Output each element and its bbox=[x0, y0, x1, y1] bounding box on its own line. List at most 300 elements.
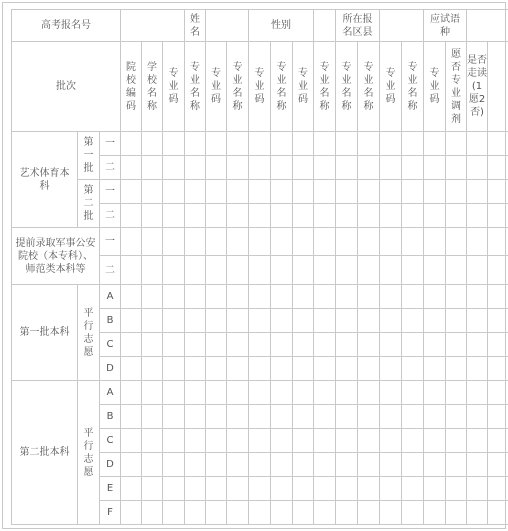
form-cell[interactable] bbox=[206, 429, 227, 453]
form-cell[interactable] bbox=[336, 204, 358, 228]
form-cell[interactable] bbox=[488, 429, 508, 453]
form-cell[interactable] bbox=[402, 228, 424, 256]
form-cell[interactable] bbox=[446, 333, 467, 357]
form-cell[interactable] bbox=[227, 156, 249, 180]
form-cell[interactable] bbox=[249, 180, 271, 204]
form-cell[interactable] bbox=[467, 256, 488, 285]
form-cell[interactable] bbox=[446, 180, 467, 204]
form-cell[interactable] bbox=[293, 357, 314, 381]
form-cell[interactable] bbox=[446, 357, 467, 381]
form-cell[interactable] bbox=[424, 132, 446, 156]
form-cell[interactable] bbox=[446, 453, 467, 477]
form-cell[interactable] bbox=[358, 453, 380, 477]
col-major-name: 专业名称 bbox=[227, 42, 249, 132]
form-cell[interactable] bbox=[314, 228, 336, 256]
form-cell[interactable] bbox=[467, 180, 488, 204]
form-cell[interactable] bbox=[271, 285, 293, 309]
form-cell[interactable] bbox=[402, 357, 424, 381]
form-cell[interactable] bbox=[488, 256, 508, 285]
form-cell[interactable] bbox=[488, 204, 508, 228]
form-cell[interactable] bbox=[227, 453, 249, 477]
form-cell[interactable] bbox=[314, 180, 336, 204]
form-cell[interactable] bbox=[271, 333, 293, 357]
form-cell[interactable] bbox=[185, 156, 206, 180]
batch-label: 批次 bbox=[12, 42, 121, 132]
form-cell[interactable] bbox=[380, 381, 402, 405]
form-cell[interactable] bbox=[142, 357, 163, 381]
form-cell[interactable] bbox=[314, 256, 336, 285]
form-cell[interactable] bbox=[336, 333, 358, 357]
form-cell[interactable] bbox=[402, 405, 424, 429]
form-cell[interactable] bbox=[488, 453, 508, 477]
form-cell[interactable] bbox=[380, 477, 402, 501]
county-field[interactable] bbox=[380, 10, 424, 42]
form-cell[interactable] bbox=[446, 405, 467, 429]
form-cell[interactable] bbox=[227, 204, 249, 228]
form-cell[interactable] bbox=[402, 381, 424, 405]
form-cell[interactable] bbox=[380, 228, 402, 256]
form-cell[interactable] bbox=[249, 453, 271, 477]
form-cell[interactable] bbox=[206, 180, 227, 204]
form-cell[interactable] bbox=[488, 132, 508, 156]
form-cell[interactable] bbox=[121, 357, 142, 381]
form-cell[interactable] bbox=[336, 357, 358, 381]
form-cell[interactable] bbox=[163, 453, 185, 477]
exam-no-field[interactable] bbox=[121, 10, 185, 42]
form-cell[interactable] bbox=[293, 453, 314, 477]
form-cell[interactable] bbox=[206, 256, 227, 285]
form-cell[interactable] bbox=[336, 309, 358, 333]
form-cell[interactable] bbox=[380, 285, 402, 309]
form-cell[interactable] bbox=[467, 333, 488, 357]
form-cell[interactable] bbox=[271, 357, 293, 381]
form-cell[interactable] bbox=[163, 132, 185, 156]
row-batch1-label: 第一批本科 bbox=[12, 285, 78, 381]
form-cell[interactable] bbox=[424, 156, 446, 180]
form-cell[interactable] bbox=[314, 405, 336, 429]
form-cell[interactable] bbox=[271, 156, 293, 180]
form-cell[interactable] bbox=[446, 204, 467, 228]
form-cell[interactable] bbox=[293, 405, 314, 429]
form-cell[interactable] bbox=[142, 501, 163, 525]
form-cell[interactable] bbox=[380, 429, 402, 453]
form-cell[interactable] bbox=[293, 309, 314, 333]
form-cell[interactable] bbox=[271, 180, 293, 204]
form-cell[interactable] bbox=[488, 285, 508, 309]
form-cell[interactable] bbox=[424, 256, 446, 285]
form-cell[interactable] bbox=[227, 285, 249, 309]
form-cell[interactable] bbox=[424, 333, 446, 357]
form-cell[interactable] bbox=[163, 256, 185, 285]
form-cell[interactable] bbox=[380, 405, 402, 429]
form-cell[interactable] bbox=[121, 405, 142, 429]
form-cell[interactable] bbox=[488, 381, 508, 405]
form-cell[interactable] bbox=[467, 501, 488, 525]
form-cell[interactable] bbox=[467, 453, 488, 477]
form-cell[interactable] bbox=[249, 357, 271, 381]
form-cell[interactable] bbox=[293, 256, 314, 285]
form-cell[interactable] bbox=[142, 228, 163, 256]
form-cell[interactable] bbox=[185, 333, 206, 357]
form-cell[interactable] bbox=[314, 429, 336, 453]
form-cell[interactable] bbox=[358, 156, 380, 180]
form-cell[interactable] bbox=[358, 204, 380, 228]
form-cell[interactable] bbox=[142, 477, 163, 501]
form-cell[interactable] bbox=[227, 309, 249, 333]
form-cell[interactable] bbox=[206, 285, 227, 309]
form-cell[interactable] bbox=[293, 429, 314, 453]
form-cell[interactable] bbox=[271, 132, 293, 156]
form-cell[interactable] bbox=[358, 180, 380, 204]
form-cell[interactable] bbox=[185, 429, 206, 453]
form-cell[interactable] bbox=[142, 429, 163, 453]
form-cell[interactable] bbox=[249, 405, 271, 429]
form-cell[interactable] bbox=[293, 156, 314, 180]
form-cell[interactable] bbox=[402, 285, 424, 309]
form-cell[interactable] bbox=[314, 357, 336, 381]
form-cell[interactable] bbox=[142, 132, 163, 156]
form-cell[interactable] bbox=[424, 429, 446, 453]
form-cell[interactable] bbox=[380, 156, 402, 180]
form-cell[interactable] bbox=[185, 180, 206, 204]
form-cell[interactable] bbox=[293, 204, 314, 228]
form-cell[interactable] bbox=[380, 333, 402, 357]
form-cell[interactable] bbox=[206, 132, 227, 156]
form-cell[interactable] bbox=[206, 309, 227, 333]
form-cell[interactable] bbox=[380, 357, 402, 381]
form-cell[interactable] bbox=[293, 180, 314, 204]
form-cell[interactable] bbox=[121, 333, 142, 357]
form-cell[interactable] bbox=[488, 501, 508, 525]
form-cell[interactable] bbox=[293, 477, 314, 501]
form-cell[interactable] bbox=[446, 429, 467, 453]
form-cell[interactable] bbox=[358, 477, 380, 501]
form-cell[interactable] bbox=[206, 477, 227, 501]
form-cell[interactable] bbox=[402, 180, 424, 204]
form-cell[interactable] bbox=[424, 477, 446, 501]
form-cell[interactable] bbox=[467, 228, 488, 256]
form-cell[interactable] bbox=[227, 333, 249, 357]
form-cell[interactable] bbox=[142, 256, 163, 285]
form-cell[interactable] bbox=[358, 132, 380, 156]
form-cell[interactable] bbox=[336, 477, 358, 501]
form-cell[interactable] bbox=[336, 180, 358, 204]
form-cell[interactable] bbox=[424, 501, 446, 525]
form-cell[interactable] bbox=[402, 333, 424, 357]
form-cell[interactable] bbox=[314, 309, 336, 333]
form-cell[interactable] bbox=[163, 180, 185, 204]
form-cell[interactable] bbox=[206, 333, 227, 357]
form-cell[interactable] bbox=[121, 156, 142, 180]
form-cell[interactable] bbox=[380, 256, 402, 285]
form-cell[interactable] bbox=[227, 405, 249, 429]
form-cell[interactable] bbox=[336, 429, 358, 453]
form-cell[interactable] bbox=[249, 132, 271, 156]
choice-letter: C bbox=[100, 333, 121, 357]
form-cell[interactable] bbox=[402, 132, 424, 156]
form-cell[interactable] bbox=[446, 477, 467, 501]
form-cell[interactable] bbox=[314, 204, 336, 228]
form-cell[interactable] bbox=[424, 453, 446, 477]
form-cell[interactable] bbox=[402, 204, 424, 228]
form-cell[interactable] bbox=[206, 357, 227, 381]
form-cell[interactable] bbox=[206, 156, 227, 180]
form-cell[interactable] bbox=[380, 204, 402, 228]
form-cell[interactable] bbox=[249, 204, 271, 228]
form-cell[interactable] bbox=[446, 501, 467, 525]
col-major-name: 专业名称 bbox=[358, 42, 380, 132]
form-cell[interactable] bbox=[185, 228, 206, 256]
form-cell[interactable] bbox=[142, 381, 163, 405]
form-cell[interactable] bbox=[446, 309, 467, 333]
form-cell[interactable] bbox=[467, 477, 488, 501]
form-cell[interactable] bbox=[424, 180, 446, 204]
form-cell[interactable] bbox=[142, 405, 163, 429]
form-cell[interactable] bbox=[402, 256, 424, 285]
form-cell[interactable] bbox=[380, 501, 402, 525]
form-cell[interactable] bbox=[185, 381, 206, 405]
form-cell[interactable] bbox=[271, 256, 293, 285]
form-cell[interactable] bbox=[121, 285, 142, 309]
form-cell[interactable] bbox=[293, 501, 314, 525]
form-cell[interactable] bbox=[185, 309, 206, 333]
form-cell[interactable] bbox=[488, 405, 508, 429]
form-cell[interactable] bbox=[185, 285, 206, 309]
form-cell[interactable] bbox=[227, 381, 249, 405]
form-cell[interactable] bbox=[121, 180, 142, 204]
form-cell[interactable] bbox=[314, 285, 336, 309]
form-cell[interactable] bbox=[121, 453, 142, 477]
form-cell[interactable] bbox=[142, 285, 163, 309]
form-cell[interactable] bbox=[271, 501, 293, 525]
form-cell[interactable] bbox=[358, 429, 380, 453]
batch2-parallel: 平行志愿 bbox=[78, 381, 100, 525]
form-cell[interactable] bbox=[142, 309, 163, 333]
form-cell[interactable] bbox=[402, 429, 424, 453]
form-cell[interactable] bbox=[185, 501, 206, 525]
form-cell[interactable] bbox=[314, 333, 336, 357]
form-cell[interactable] bbox=[227, 180, 249, 204]
form-cell[interactable] bbox=[163, 357, 185, 381]
form-cell[interactable] bbox=[206, 204, 227, 228]
form-cell[interactable] bbox=[163, 204, 185, 228]
form-cell[interactable] bbox=[467, 156, 488, 180]
form-cell[interactable] bbox=[206, 228, 227, 256]
form-cell[interactable] bbox=[163, 429, 185, 453]
lang-field[interactable] bbox=[467, 10, 508, 42]
form-cell[interactable] bbox=[467, 132, 488, 156]
form-cell[interactable] bbox=[271, 429, 293, 453]
form-cell[interactable] bbox=[163, 405, 185, 429]
form-cell[interactable] bbox=[271, 228, 293, 256]
form-cell[interactable] bbox=[142, 204, 163, 228]
form-cell[interactable] bbox=[424, 405, 446, 429]
form-cell[interactable] bbox=[227, 256, 249, 285]
form-cell[interactable] bbox=[185, 204, 206, 228]
form-cell[interactable] bbox=[185, 477, 206, 501]
form-cell[interactable] bbox=[424, 357, 446, 381]
form-cell[interactable] bbox=[227, 477, 249, 501]
form-cell[interactable] bbox=[271, 204, 293, 228]
form-cell[interactable] bbox=[163, 501, 185, 525]
form-cell[interactable] bbox=[336, 132, 358, 156]
form-cell[interactable] bbox=[185, 453, 206, 477]
form-cell[interactable] bbox=[142, 453, 163, 477]
form-cell[interactable] bbox=[358, 333, 380, 357]
form-cell[interactable] bbox=[227, 357, 249, 381]
form-cell[interactable] bbox=[336, 381, 358, 405]
form-cell[interactable] bbox=[163, 381, 185, 405]
form-cell[interactable] bbox=[314, 156, 336, 180]
form-cell[interactable] bbox=[227, 132, 249, 156]
form-cell[interactable] bbox=[402, 156, 424, 180]
form-cell[interactable] bbox=[488, 333, 508, 357]
form-cell[interactable] bbox=[402, 501, 424, 525]
form-cell[interactable] bbox=[314, 132, 336, 156]
form-cell[interactable] bbox=[206, 501, 227, 525]
form-cell[interactable] bbox=[249, 333, 271, 357]
form-cell[interactable] bbox=[249, 381, 271, 405]
form-cell[interactable] bbox=[185, 357, 206, 381]
gender-field[interactable] bbox=[314, 10, 336, 42]
form-cell[interactable] bbox=[446, 256, 467, 285]
form-cell[interactable] bbox=[121, 204, 142, 228]
form-cell[interactable] bbox=[185, 405, 206, 429]
form-cell[interactable] bbox=[227, 228, 249, 256]
form-cell[interactable] bbox=[227, 501, 249, 525]
form-cell[interactable] bbox=[142, 180, 163, 204]
choice-letter: A bbox=[100, 285, 121, 309]
form-cell[interactable] bbox=[467, 285, 488, 309]
form-cell[interactable] bbox=[249, 228, 271, 256]
form-cell[interactable] bbox=[336, 405, 358, 429]
form-cell[interactable] bbox=[185, 132, 206, 156]
form-cell[interactable] bbox=[163, 333, 185, 357]
form-cell[interactable] bbox=[467, 405, 488, 429]
form-cell[interactable] bbox=[358, 256, 380, 285]
form-cell[interactable] bbox=[336, 156, 358, 180]
form-cell[interactable] bbox=[402, 309, 424, 333]
form-cell[interactable] bbox=[271, 453, 293, 477]
form-cell[interactable] bbox=[121, 256, 142, 285]
form-cell[interactable] bbox=[249, 256, 271, 285]
form-cell[interactable] bbox=[488, 228, 508, 256]
form-cell[interactable] bbox=[424, 285, 446, 309]
form-cell[interactable] bbox=[488, 357, 508, 381]
form-cell[interactable] bbox=[380, 180, 402, 204]
form-cell[interactable] bbox=[446, 132, 467, 156]
form-cell[interactable] bbox=[424, 309, 446, 333]
form-cell[interactable] bbox=[163, 228, 185, 256]
form-cell[interactable] bbox=[446, 156, 467, 180]
form-cell[interactable] bbox=[314, 381, 336, 405]
form-cell[interactable] bbox=[163, 285, 185, 309]
form-cell[interactable] bbox=[293, 228, 314, 256]
form-cell[interactable] bbox=[336, 228, 358, 256]
form-cell[interactable] bbox=[446, 228, 467, 256]
form-cell[interactable] bbox=[121, 477, 142, 501]
form-cell[interactable] bbox=[271, 381, 293, 405]
form-cell[interactable] bbox=[380, 309, 402, 333]
form-cell[interactable] bbox=[488, 309, 508, 333]
form-cell[interactable] bbox=[336, 453, 358, 477]
form-cell[interactable] bbox=[488, 156, 508, 180]
form-cell[interactable] bbox=[358, 309, 380, 333]
form-cell[interactable] bbox=[293, 333, 314, 357]
form-cell[interactable] bbox=[380, 453, 402, 477]
form-cell[interactable] bbox=[293, 285, 314, 309]
form-cell[interactable] bbox=[380, 132, 402, 156]
form-cell[interactable] bbox=[358, 381, 380, 405]
form-cell[interactable] bbox=[446, 285, 467, 309]
name-field[interactable] bbox=[206, 10, 249, 42]
form-cell[interactable] bbox=[206, 381, 227, 405]
form-cell[interactable] bbox=[336, 256, 358, 285]
form-cell[interactable] bbox=[467, 204, 488, 228]
form-cell[interactable] bbox=[446, 381, 467, 405]
form-cell[interactable] bbox=[424, 204, 446, 228]
form-cell[interactable] bbox=[402, 477, 424, 501]
form-cell[interactable] bbox=[185, 256, 206, 285]
form-cell[interactable] bbox=[206, 405, 227, 429]
form-cell[interactable] bbox=[249, 429, 271, 453]
form-cell[interactable] bbox=[467, 309, 488, 333]
form-cell[interactable] bbox=[424, 228, 446, 256]
form-cell[interactable] bbox=[121, 132, 142, 156]
form-cell[interactable] bbox=[121, 309, 142, 333]
form-cell[interactable] bbox=[163, 156, 185, 180]
form-cell[interactable] bbox=[249, 156, 271, 180]
form-cell[interactable] bbox=[121, 228, 142, 256]
form-cell[interactable] bbox=[249, 309, 271, 333]
form-cell[interactable] bbox=[163, 477, 185, 501]
form-cell[interactable] bbox=[293, 381, 314, 405]
form-cell[interactable] bbox=[271, 477, 293, 501]
form-cell[interactable] bbox=[467, 357, 488, 381]
form-cell[interactable] bbox=[314, 453, 336, 477]
form-cell[interactable] bbox=[314, 501, 336, 525]
form-cell[interactable] bbox=[271, 309, 293, 333]
form-cell[interactable] bbox=[358, 228, 380, 256]
form-cell[interactable] bbox=[336, 285, 358, 309]
form-cell[interactable] bbox=[358, 501, 380, 525]
form-cell[interactable] bbox=[358, 285, 380, 309]
form-cell[interactable] bbox=[314, 477, 336, 501]
form-cell[interactable] bbox=[467, 381, 488, 405]
form-cell[interactable] bbox=[121, 429, 142, 453]
form-cell[interactable] bbox=[488, 477, 508, 501]
form-cell[interactable] bbox=[336, 501, 358, 525]
form-cell[interactable] bbox=[249, 501, 271, 525]
form-cell[interactable] bbox=[424, 381, 446, 405]
form-cell[interactable] bbox=[271, 405, 293, 429]
form-cell[interactable] bbox=[163, 309, 185, 333]
form-cell[interactable] bbox=[358, 357, 380, 381]
form-cell[interactable] bbox=[293, 132, 314, 156]
form-cell[interactable] bbox=[142, 333, 163, 357]
form-cell[interactable] bbox=[142, 156, 163, 180]
form-cell[interactable] bbox=[358, 405, 380, 429]
form-cell[interactable] bbox=[206, 453, 227, 477]
form-cell[interactable] bbox=[249, 477, 271, 501]
form-cell[interactable] bbox=[467, 429, 488, 453]
form-cell[interactable] bbox=[227, 429, 249, 453]
form-cell[interactable] bbox=[249, 285, 271, 309]
form-cell[interactable] bbox=[121, 501, 142, 525]
form-cell[interactable] bbox=[402, 453, 424, 477]
form-cell[interactable] bbox=[121, 381, 142, 405]
form-cell[interactable] bbox=[488, 180, 508, 204]
